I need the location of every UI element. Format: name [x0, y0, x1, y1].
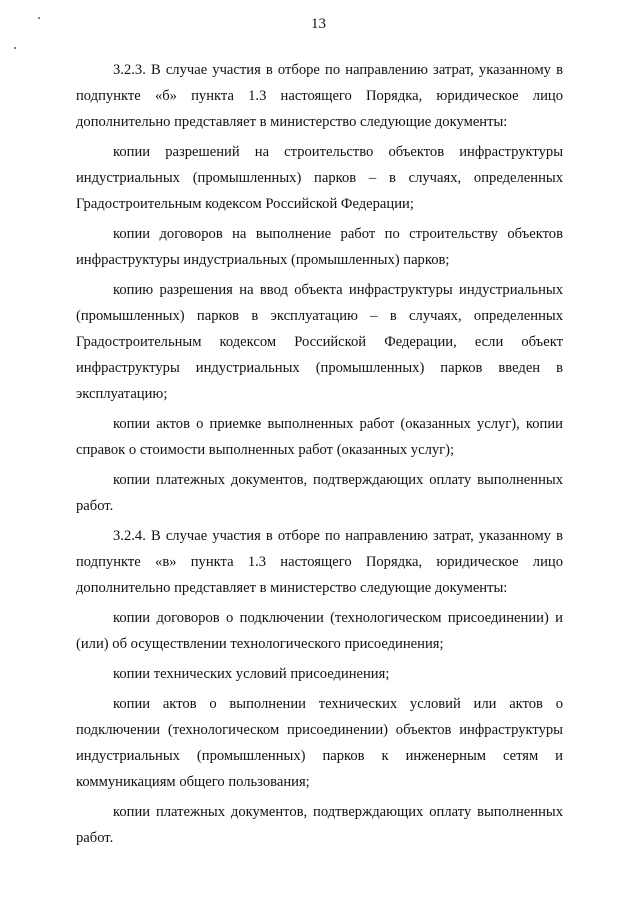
paragraph-construction-contracts: копии договоров на выполнение работ по строительству объектов инфраструктуры индустриальных (промышленных) парков;	[76, 226, 563, 268]
scan-speck	[14, 47, 16, 49]
paragraph-3-2-4: 3.2.4. В случае участия в отборе по направлению затрат, указанному в подпункте «в» пункта 1.3 настоящего Порядка, юридическое лицо дополнительно представляет в министерство следующие документы:	[76, 528, 563, 596]
paragraph-commissioning-permit: копию разрешения на ввод объекта инфраструктуры индустриальных (промышленных) парков в эксплуатацию – в случаях, определенных Градостроительным кодексом Российской Федерации, если объект инфраструктуры индустриальных (промышленных) парков введен в эксплуатацию;	[76, 282, 563, 402]
paragraph-3-2-3: 3.2.3. В случае участия в отборе по направлению затрат, указанному в подпункте «б» пункта 1.3 настоящего Порядка, юридическое лицо дополнительно представляет в министерство следующие документы:	[76, 62, 563, 130]
document-body	[76, 57, 563, 855]
paragraph-acceptance-acts: копии актов о приемке выполненных работ (оказанных услуг), копии справок о стоимости выполненных работ (оказанных услуг);	[76, 416, 563, 458]
paragraph-connection-contracts: копии договоров о подключении (технологическом присоединении) и (или) об осуществлении технологического присоединения;	[76, 610, 563, 652]
page-number: 13	[311, 16, 326, 32]
paragraph-payment-documents: копии платежных документов, подтверждающих оплату выполненных работ.	[76, 472, 563, 514]
paragraph-technical-conditions: копии технических условий присоединения;	[113, 666, 390, 682]
paragraph-connection-acts: копии актов о выполнении технических условий или актов о подключении (технологическом присоединении) объектов инфраструктуры индустриальных (промышленных) парков к инженерным сетям и коммуникациям общего пользования;	[76, 696, 563, 790]
paragraph-building-permits: копии разрешений на строительство объектов инфраструктуры индустриальных (промышленных) парков – в случаях, определенных Градостроительным кодексом Российской Федерации;	[76, 144, 563, 212]
paragraph-payment-documents-2: копии платежных документов, подтверждающих оплату выполненных работ.	[76, 804, 563, 846]
